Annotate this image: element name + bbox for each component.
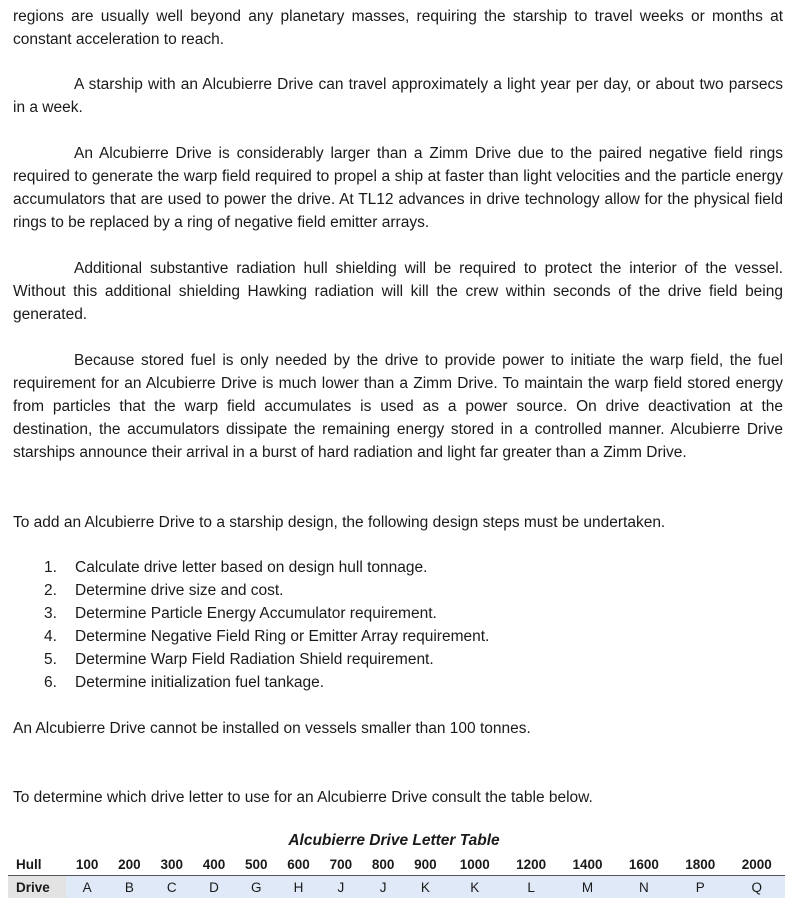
table-cell: H <box>277 876 319 899</box>
table-cell: C <box>151 876 193 899</box>
table-cell: L <box>503 876 559 899</box>
table-cell: 2000 <box>741 856 772 872</box>
table-title: Alcubierre Drive Letter Table <box>288 832 500 849</box>
table-cell: J <box>320 876 362 899</box>
table-cell: 700 <box>329 856 353 872</box>
drive-letter-table <box>8 853 785 898</box>
list-item: 3. Determine Particle Energy Accumulator requirement. <box>44 605 437 622</box>
hull-row-label: Hull <box>16 856 42 872</box>
table-cell: 200 <box>118 856 141 872</box>
table-cell: G <box>235 876 277 899</box>
table-cell: 1600 <box>628 856 659 872</box>
paragraph-travel-speed: A starship with an Alcubierre Drive can travel approximately a light year per day, or about two parsecs in a week. <box>13 76 783 116</box>
table-cell: 1200 <box>516 856 547 872</box>
list-item: 5. Determine Warp Field Radiation Shield requirement. <box>44 651 434 668</box>
drive-row-label: Drive <box>8 876 66 899</box>
table-cell: J <box>362 876 404 899</box>
table-cell: 800 <box>371 856 395 872</box>
table-cell: M <box>559 876 615 899</box>
table-cell: 300 <box>160 856 183 872</box>
table-cell: D <box>193 876 235 899</box>
list-item: 1. Calculate drive letter based on design hull tonnage. <box>44 559 428 576</box>
table-cell: 400 <box>202 856 226 872</box>
table-cell: 600 <box>287 856 310 872</box>
table-cell: 500 <box>245 856 268 872</box>
table-cell: 100 <box>75 856 99 872</box>
paragraph-table-intro: To determine which drive letter to use for an Alcubierre Drive consult the table below. <box>13 789 593 806</box>
table-cell: B <box>108 876 150 899</box>
list-item: 6. Determine initialization fuel tankage. <box>44 674 324 691</box>
table-cell: A <box>66 876 108 899</box>
table-cell: P <box>672 876 728 899</box>
table-cell: N <box>616 876 672 899</box>
table-cell: Q <box>728 876 785 899</box>
table-cell: 900 <box>414 856 437 872</box>
design-steps-list <box>44 556 489 694</box>
list-item: 2. Determine drive size and cost. <box>44 582 284 599</box>
table-cell: 1400 <box>572 856 603 872</box>
table-cell: K <box>447 876 503 899</box>
table-row-drive <box>8 876 785 899</box>
paragraph-minimum-size: An Alcubierre Drive cannot be installed on vessels smaller than 100 tonnes. <box>13 720 531 737</box>
table-cell: K <box>404 876 446 899</box>
paragraph-fuel: Because stored fuel is only needed by the drive to provide power to initiate the warp field, the fuel requirement for an Alcubierre Drive is much lower than a Zimm Drive. To maintain the warp field stored energy from particles that the warp field accumulates is used as a power source. On drive deactivation at the destination, the accumulators dissipate the remaining energy stored in a controlled manner. Alcubierre Drive starships announce their arrival in a burst of hard radiation and light far greater than a Zimm Drive. <box>13 352 783 461</box>
paragraph-shielding: Additional substantive radiation hull shielding will be required to protect the interior of the vessel. Without this additional shielding Hawking radiation will kill the crew within seconds of the drive field being generated. <box>13 260 783 323</box>
paragraph-design-steps-intro: To add an Alcubierre Drive to a starship design, the following design steps must be undertaken. <box>13 514 666 531</box>
paragraph-drive-size: An Alcubierre Drive is considerably larger than a Zimm Drive due to the paired negative field rings required to generate the warp field required to propel a ship at faster than light velocities and the particle energy accumulators that are used to power the drive. At TL12 advances in drive technology allow for the physical field rings to be replaced by a ring of negative field emitter arrays. <box>13 145 783 231</box>
paragraph-intro-continued: regions are usually well beyond any planetary masses, requiring the starship to travel weeks or months at constant acceleration to reach. <box>13 8 783 48</box>
table-cell: 1000 <box>459 856 490 872</box>
table-row-hull <box>8 853 785 876</box>
table-cell: 1800 <box>685 856 716 872</box>
list-item: 4. Determine Negative Field Ring or Emitter Array requirement. <box>44 628 490 645</box>
